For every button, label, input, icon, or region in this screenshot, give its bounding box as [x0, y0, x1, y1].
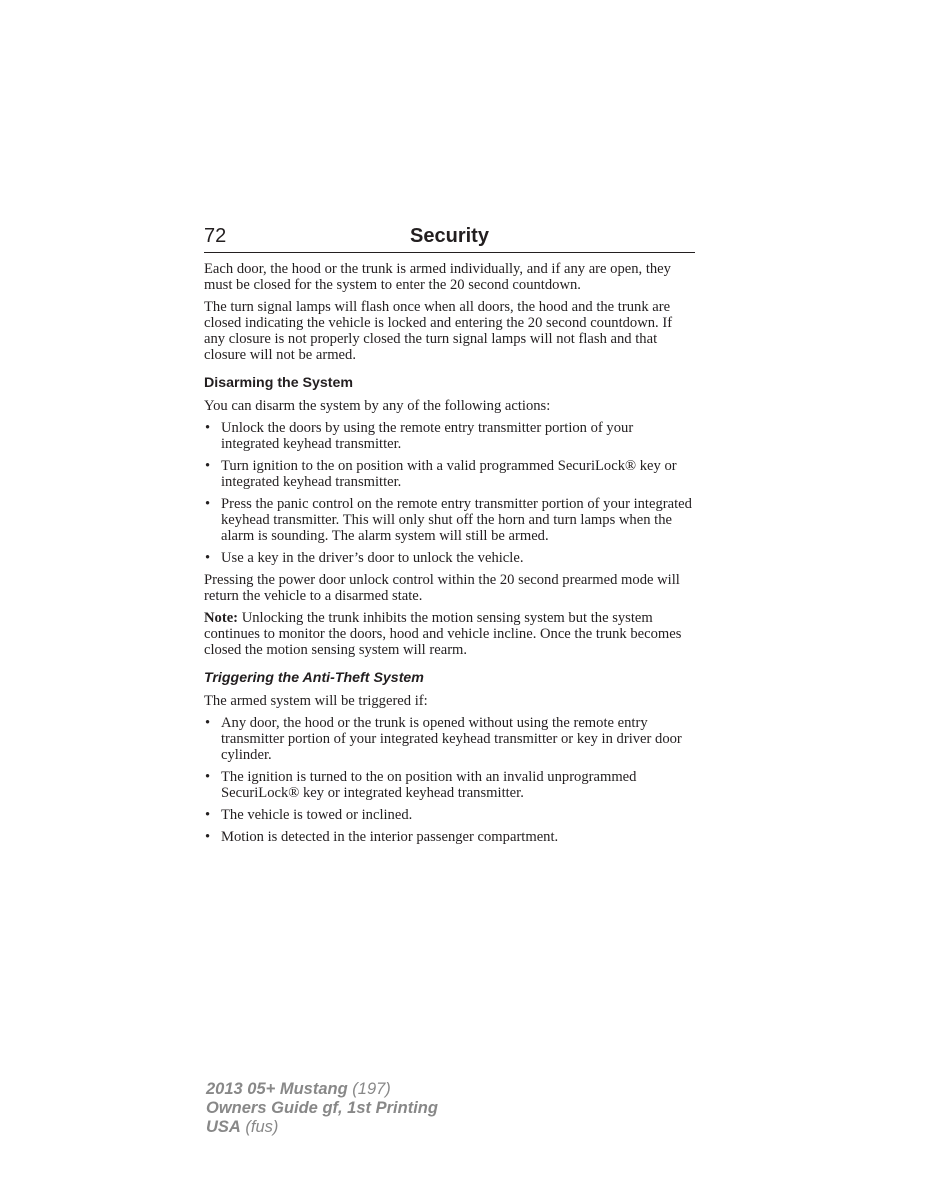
list-item-text: The ignition is turned to the on position with an invalid unprogrammed SecuriLock® key or integrated keyhead transmitter. — [221, 769, 637, 801]
footer-line-1 — [206, 1080, 438, 1099]
footer-region: USA — [206, 1118, 241, 1136]
list-item — [204, 829, 695, 845]
footer-model-code: (197) — [347, 1080, 391, 1098]
list-item-text: Any door, the hood or the trunk is opened without using the remote entry transmitter portion of your integrated keyhead transmitter or key in driver door cylinder. — [221, 715, 682, 763]
list-item-text: Unlock the doors by using the remote entry transmitter portion of your integrated keyhead transmitter. — [221, 420, 634, 452]
disarming-list — [204, 420, 695, 566]
bullet-icon: • — [205, 769, 211, 785]
list-item-text: Press the panic control on the remote entry transmitter portion of your integrated keyhead transmitter. This will only shut off the horn and turn lamps when the alarm is sounding. The alarm system will still be armed. — [221, 496, 692, 544]
list-item-text: The vehicle is towed or inclined. — [221, 807, 413, 823]
list-item-text: Turn ignition to the on position with a valid programmed SecuriLock® key or integrated keyhead transmitter. — [221, 458, 677, 490]
page-number: 72 — [204, 225, 227, 247]
list-item — [204, 715, 695, 763]
list-item-text: Use a key in the driver’s door to unlock the vehicle. — [221, 550, 524, 566]
intro-paragraph-2: The turn signal lamps will flash once when all doors, the hood and the trunk are closed indicating the vehicle is locked and entering the 20 second countdown. If any closure is not properly closed the turn signal lamps will not flash and that closure will not be armed. — [204, 299, 673, 363]
list-item — [204, 458, 695, 490]
list-item — [204, 807, 695, 823]
page-content — [204, 261, 695, 851]
disarming-intro: You can disarm the system by any of the following actions: — [204, 398, 551, 414]
bullet-icon: • — [205, 420, 211, 436]
bullet-icon: • — [205, 829, 211, 845]
triggering-intro: The armed system will be triggered if: — [204, 693, 428, 709]
footer-printing: Owners Guide gf, 1st Printing — [206, 1099, 438, 1117]
footer-region-code: (fus) — [240, 1118, 279, 1136]
note-label: Note: — [204, 610, 239, 626]
bullet-icon: • — [205, 496, 211, 512]
list-item — [204, 550, 695, 566]
list-item — [204, 420, 695, 452]
intro-paragraph-1: Each door, the hood or the trunk is armed individually, and if any are open, they must be closed for the system to enter the 20 second countdown. — [204, 261, 671, 293]
print-footer — [206, 1080, 438, 1137]
footer-line-2 — [206, 1099, 438, 1118]
list-item — [204, 769, 695, 801]
prearmed-paragraph: Pressing the power door unlock control within the 20 second prearmed mode will return the vehicle to a disarmed state. — [204, 572, 680, 604]
bullet-icon: • — [205, 458, 211, 474]
bullet-icon: • — [205, 715, 211, 731]
page-title: Security — [410, 225, 489, 247]
list-item-text: Motion is detected in the interior passenger compartment. — [221, 829, 559, 845]
bullet-icon: • — [205, 550, 211, 566]
note-paragraph — [204, 610, 695, 658]
triggering-heading: Triggering the Anti-Theft System — [204, 670, 424, 686]
triggering-list — [204, 715, 695, 845]
list-item — [204, 496, 695, 544]
page-header — [204, 222, 695, 253]
footer-line-3 — [206, 1118, 438, 1137]
bullet-icon: • — [205, 807, 211, 823]
disarming-heading: Disarming the System — [204, 375, 354, 391]
note-text: Unlocking the trunk inhibits the motion sensing system but the system continues to monitor the doors, hood and vehicle incline. Once the trunk becomes closed the motion sensing system will rearm. — [204, 610, 682, 658]
footer-model: 2013 05+ Mustang — [206, 1080, 348, 1098]
